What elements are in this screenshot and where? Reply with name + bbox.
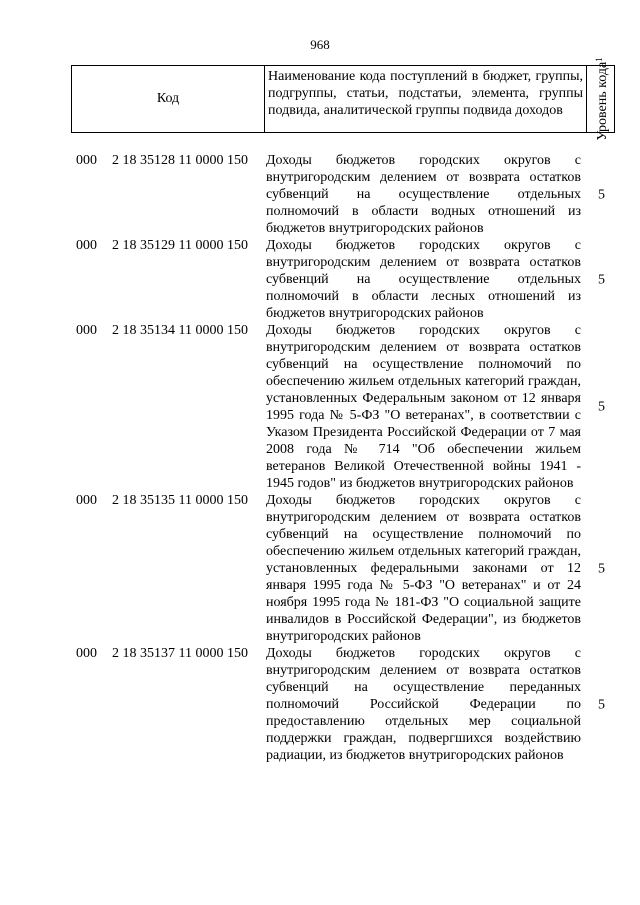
row-level: 5 bbox=[598, 272, 605, 287]
row-level: 5 bbox=[598, 561, 605, 576]
table-row bbox=[71, 492, 615, 645]
table-row bbox=[71, 152, 615, 237]
row-prefix: 000 bbox=[76, 153, 97, 168]
row-name: Доходы бюджетов городских округов с внутригородским делением от возврата остатков субвенций на осуществление отдельных полномочий в области лесных отношений из бюджетов внутригородских районов bbox=[266, 238, 581, 321]
table-header bbox=[71, 57, 615, 141]
row-code: 2 18 35129 11 0000 150 bbox=[112, 238, 248, 253]
row-level: 5 bbox=[598, 399, 605, 415]
row-prefix: 000 bbox=[76, 323, 97, 338]
header-level bbox=[587, 57, 614, 141]
table-body bbox=[71, 152, 615, 764]
row-code: 2 18 35137 11 0000 150 bbox=[112, 646, 248, 661]
row-code: 2 18 35128 11 0000 150 bbox=[112, 153, 248, 168]
page-number: 968 bbox=[310, 37, 330, 52]
row-prefix: 000 bbox=[76, 238, 97, 253]
header-name: Наименование кода поступлений в бюджет, группы, подгруппы, статьи, подстатьи, элемента, группы подвида, аналитической группы подвида доходов bbox=[265, 66, 587, 132]
table-row bbox=[71, 237, 615, 322]
row-name: Доходы бюджетов городских округов с внутригородским делением от возврата остатков субвенций на осуществление отдельных полномочий в области водных отношений из бюджетов внутригородских районов bbox=[266, 153, 581, 236]
table-row bbox=[71, 322, 615, 492]
header-code: Код bbox=[72, 66, 265, 132]
row-name: Доходы бюджетов городских округов с внутригородским делением от возврата остатков субвенций на осуществление полномочий по обеспечению жильем отдельных категорий граждан, установленных Федеральным законом от 12 января 1995 года № 5-ФЗ "О ветеранах", в соответствии с Указом Президента Российской Федерации от 7 мая 2008 года № 714 "Об обеспечении жильем ветеранов Великой Отечественной войны 1941 - 1945 годов" из бюджетов внутригородских районов bbox=[266, 323, 581, 491]
header-level-label: Уровень кода bbox=[594, 61, 610, 141]
row-prefix: 000 bbox=[76, 493, 97, 508]
row-level: 5 bbox=[598, 697, 605, 712]
header-level-text bbox=[592, 57, 610, 140]
row-name: Доходы бюджетов городских округов с внутригородским делением от возврата остатков субвенций на осуществление полномочий по обеспечению жильем отдельных категорий граждан, установленных федеральными законами от 12 января 1995 года № 5-ФЗ "О ветеранах" и от 24 ноября 1995 года № 181-ФЗ "О социальной защите инвалидов в Российской Федерации", из бюджетов внутригородских районов bbox=[266, 493, 581, 644]
row-code: 2 18 35134 11 0000 150 bbox=[112, 323, 248, 338]
row-prefix: 000 bbox=[76, 646, 97, 661]
row-level: 5 bbox=[598, 187, 605, 202]
header-level-footnote: 1 bbox=[593, 57, 604, 62]
table-row bbox=[71, 645, 615, 764]
row-name: Доходы бюджетов городских округов с внутригородским делением от возврата остатков субвенций на осуществление переданных полномочий Российской Федерации по предоставлению отдельных мер социальной поддержки граждан, подвергшихся воздействию радиации, из бюджетов внутригородских районов bbox=[266, 646, 581, 763]
row-code: 2 18 35135 11 0000 150 bbox=[112, 493, 248, 508]
